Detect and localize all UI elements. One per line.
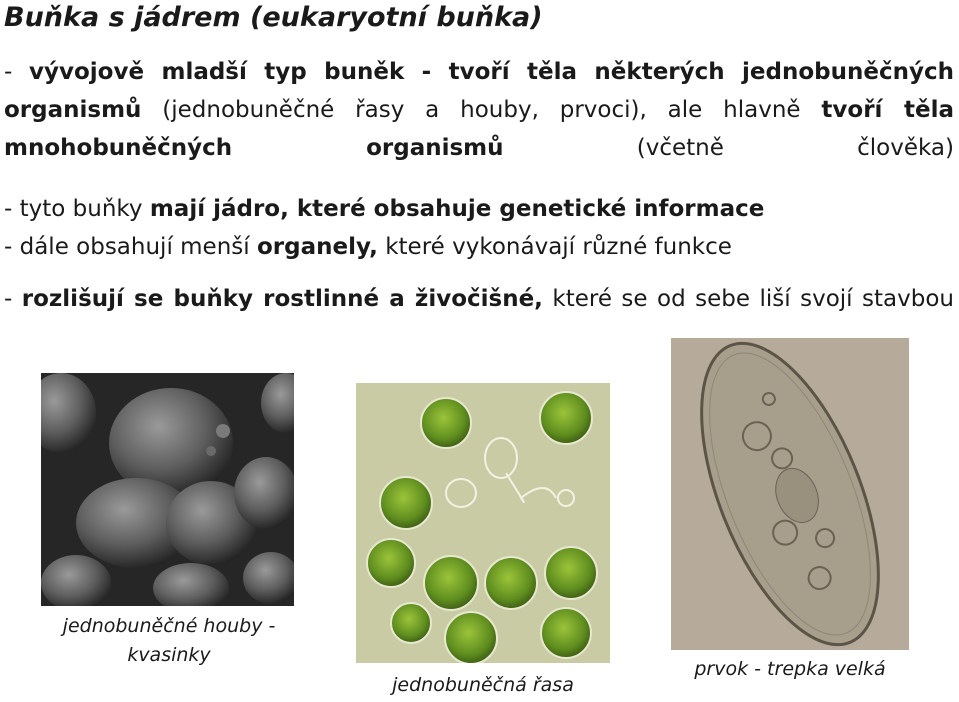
- bold-text: tvoří těla mnohobuněčných organismů: [4, 97, 954, 161]
- text: - tyto buňky: [4, 196, 150, 222]
- paragraph-evolution: [4, 53, 954, 167]
- bold-text: organely,: [256, 234, 378, 260]
- yeast-micrograph: [41, 373, 294, 606]
- bold-text: rozlišují se buňky rostlinné a živočišné,: [21, 286, 543, 312]
- text: které vykonávají různé funkce: [377, 234, 732, 260]
- paragraph-nucleus: [4, 190, 954, 266]
- caption-paramecium: prvok - trepka velká: [694, 658, 886, 680]
- text: (včetně člověka): [503, 135, 955, 161]
- bold-text: vývojově mladší typ buněk - tvoří těla některých jednobuněčných organismů: [4, 59, 954, 123]
- slide-title: Buňka s jádrem (eukaryotní buňka): [4, 2, 543, 33]
- text: (jednobuněčné řasy a houby, prvoci), ale hlavně: [141, 97, 822, 123]
- bold-text: mají jádro, které obsahuje genetické informace: [149, 196, 765, 222]
- algae-micrograph: [356, 383, 610, 663]
- caption-yeast: [40, 612, 298, 670]
- caption-line: kvasinky: [127, 644, 211, 666]
- text: - dále obsahují menší: [4, 234, 257, 260]
- paramecium-micrograph: [671, 338, 909, 650]
- caption-line: jednobuněčné houby -: [62, 615, 276, 637]
- caption-algae: jednobuněčná řasa: [392, 674, 574, 696]
- text: které se od sebe liší svojí stavbou: [542, 286, 954, 312]
- dash: -: [4, 59, 30, 85]
- dash: -: [4, 286, 22, 312]
- paragraph-plant-animal: [4, 280, 954, 318]
